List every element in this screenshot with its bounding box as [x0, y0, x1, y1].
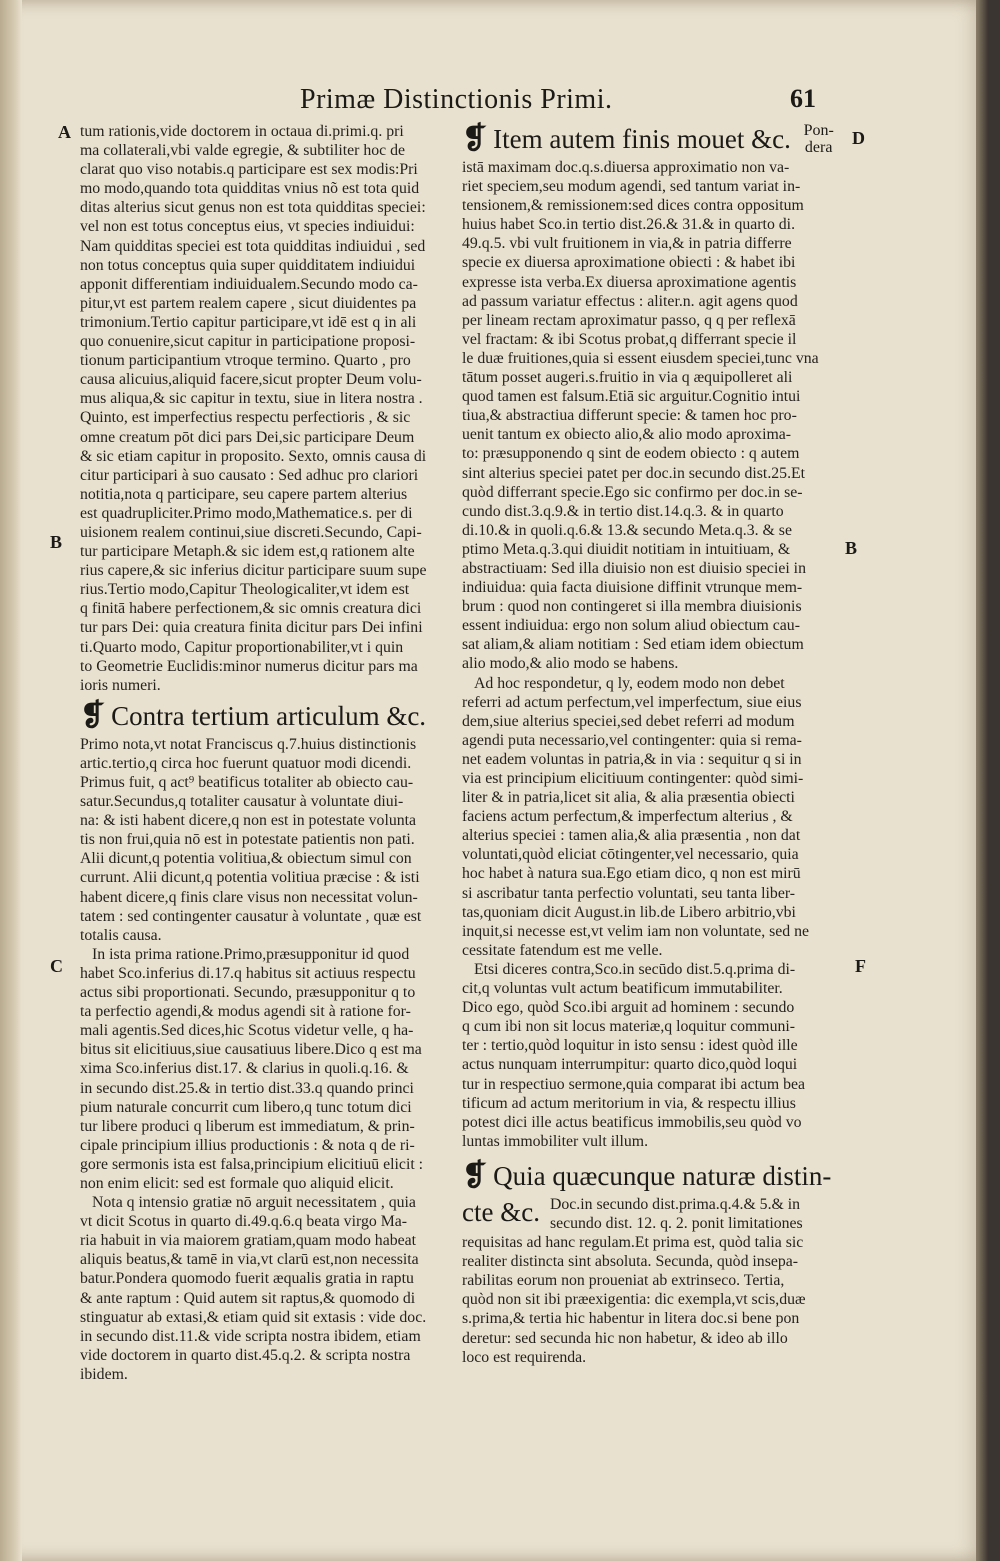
heading-continuation [462, 1195, 842, 1233]
text-line: bitus sit elicitiuus,siue causatiuus libere.Dico q est ma [80, 1041, 422, 1059]
text-line: istā maximam doc.q.s.diuersa approximatio non va- [462, 159, 790, 176]
text-line: quo conuenire,sicut capitur in participatione proposi- [80, 333, 416, 351]
text-line: pitur,vt est partem realem capere , sicut diuidentes pa [80, 294, 417, 312]
text-line: causa alicuius,aliquid facere,sicut propter Deum volu- [80, 371, 422, 389]
text-line: in secundo dist.11.& vide scripta nostra ibidem, etiam [80, 1327, 421, 1345]
text-line: omne creatum pōt dici pars Dei,sic participare Deum [80, 428, 415, 446]
text-line: Ad hoc respondetur, q ly, eodem modo non debet [474, 674, 785, 692]
text-line: potest dici ille actus beatificus immobilis,seu quòd vo [462, 1113, 802, 1131]
text-line: quòd differrant specie.Ego sic confirmo per doc.in se- [462, 483, 803, 501]
margin-letter-f: F [855, 956, 866, 976]
text-line: essent indiuidua: ergo non solum aliud obiectum cau- [462, 617, 800, 635]
text-line: batur.Pondera quomodo fuerit æqualis gratia in raptu [80, 1270, 414, 1288]
page-number: 61 [790, 84, 816, 113]
text-line: tificum ad actum meritorium in via, & respectu illius [462, 1094, 796, 1112]
page-gutter [0, 0, 22, 1561]
text-line: indiuidua: quia facta diuisione diffinit vtrunque mem- [462, 579, 803, 597]
text-line: liter & in patria,licet sit alia, & alia præsentia obiecti [462, 789, 795, 807]
text-line: le duæ fruitiones,quia si essent eiusdem speciei,tunc vna [462, 349, 819, 367]
section-heading [80, 699, 460, 733]
text-line: tur pars Dei: quia creatura finita dicitur pars Dei infini [80, 619, 423, 637]
text-line: ma collaterali,vbi valde egregie, & subtiliter hoc de [80, 142, 406, 160]
text-line: tensionem,& remissionem:sed dices contra oppositum [462, 197, 804, 215]
text-line: dem,siue alterius speciei,sed debet referri ad modum [462, 712, 795, 730]
margin-letter-d: D [852, 128, 865, 148]
text-line: tur participare Metaph.& sic idem est,q rationem alte [80, 543, 415, 561]
paragraph [462, 960, 842, 1151]
text-line: xima Sco.inferius dist.17. & clarius in quoli.q.16. & [80, 1060, 409, 1078]
heading-aside [804, 122, 834, 156]
text-line: vt dicit Scotus in quarto di.49.q.6.q beata virgo Ma- [80, 1213, 408, 1231]
text-line: ad passum variatur effectus : aliter.n. agit agens quod [462, 292, 798, 310]
text-line: stinguatur ab extasi,& etiam quid sit extasis : vide doc. [80, 1308, 427, 1326]
text-line: apponit differentiam indiuidualem.Secundo modo ca- [80, 275, 418, 293]
heading-text: cte &c. [462, 1196, 540, 1227]
paragraph-mark-icon: ❡ [462, 1158, 488, 1192]
text-line: loco est requirenda. [462, 1348, 587, 1366]
text-line: tur in respectiuo sermone,quia comparat ibi actum bea [462, 1075, 806, 1093]
text-line: rius capere,& sic inferius dicitur participare suum supe [80, 562, 427, 580]
text-line: quod tamen est falsum.Etiā sic arguitur.Cognitio intui [462, 388, 801, 406]
text-line: Alii dicunt,q potentia volitiua,& obiectum simul con [80, 850, 412, 868]
text-line: Etsi diceres contra,Sco.in secūdo dist.5.q.prima di- [474, 960, 796, 978]
text-line: mali agentis.Sed dices,hic Scotus videtur velle, q ha- [80, 1022, 414, 1040]
text-line: actus sibi proportionati. Secundo, præsupponitur q to [80, 984, 416, 1002]
text-line: to: præsupponendo q sint de eodem obiecto : q autem [462, 445, 800, 463]
text-line: tum rationis,vide doctorem in octaua di.primi.q. pri [80, 123, 404, 140]
text-line: mus aliqua,& sic capitur in textu, siue in litera nostra . [80, 390, 423, 408]
paragraph [80, 122, 460, 695]
section-heading [462, 122, 842, 156]
paragraph-mark-icon: ❡ [80, 698, 106, 732]
text-line: cit,q voluntas vult actum beatificum immutabiliter. [462, 980, 783, 998]
text-line: brum : quod non contingeret si illa membra diuisionis [462, 598, 802, 616]
text-line: trimonium.Tertio capitur participare,vt idē est q in ali [80, 313, 417, 331]
text-line: faciens actum perfectum,& imperfectum alterius , & [462, 808, 793, 826]
text-line: est quadrupliciter.Primo modo,Mathematice.s. per di [80, 504, 413, 522]
text-line: sint alterius speciei patet per doc.in secundo dist.25.Et [462, 464, 806, 482]
text-line: deretur: sed secunda hic non habetur, & ideo ab illo [462, 1329, 788, 1347]
text-line: uenit tantum ex obiecto alio,& alio modo aproxima- [462, 426, 792, 444]
text-line: inquit,si necesse est,vt velim iam non voluntate, sed ne [462, 922, 810, 940]
text-line: ditas alterius sicut genus non est tota quidditas speciei: [80, 199, 426, 217]
text-line: totalis causa. [80, 926, 162, 944]
running-head: Primæ Distinctionis Primi. [300, 84, 613, 115]
text-line: net eadem voluntas in patria,& in via : sequitur q si in [462, 750, 802, 768]
text-line: Primus fuit, q act⁹ beatificus totaliter ab obiecto cau- [80, 774, 414, 791]
text-line: uisionem realem continui,siue discreti.Secundo, Capi- [80, 523, 422, 541]
text-line: tis non frui,quia nō est in potestate patientis non pati. [80, 831, 415, 849]
text-line: expresse ista verba.Ex diuersa aproximatione agentis [462, 273, 797, 291]
text-line: ter : tertio,quòd loquitur in isto sensu : idest quòd ille [462, 1037, 798, 1055]
text-line: referri ad actum perfectum,vel imperfectum, siue eius [462, 693, 802, 711]
text-line: q cum ibi non sit locus materiæ,q loquitur communi- [462, 1018, 796, 1036]
text-line: voluntati,quòd eliciat cōtingenter,vel necessario, quia [462, 846, 799, 864]
text-line: specie ex diuersa aproximatione obiecti : & habet ibi [462, 254, 796, 272]
paragraph [462, 1233, 842, 1367]
text-line: agendi puta necessario,vel contingenter: quia si rema- [462, 731, 802, 749]
text-line: vel non est totus conceptus eius, vt species indiuidui: [80, 218, 415, 236]
margin-letter-b: B [50, 532, 63, 552]
text-line: tiua,& abstractiua differunt specie: & tamen hoc pro- [462, 407, 797, 425]
right-column [462, 122, 842, 1367]
aside-line: dera [804, 139, 833, 156]
text-line: In ista prima ratione.Primo,præsupponitur id quod [92, 945, 410, 963]
text-line: Primo nota,vt notat Franciscus q.7.huius distinctionis [80, 735, 417, 753]
paragraph [80, 735, 460, 945]
text-line: pium naturale concurrit cum libero,q tunc totum dici [80, 1098, 412, 1116]
text-line: actus nunquam interrumpitur: quarto dico,quòd loqui [462, 1056, 798, 1074]
text-line: tionum participantium vtroque termino. Quarto , pro [80, 352, 411, 370]
left-column [80, 122, 460, 1384]
margin-letter-a: A [58, 122, 71, 142]
text-line: ti.Quarto modo, Capitur proportionabiliter,vt i quin [80, 638, 404, 656]
text-line: notitia,nota q participare, seu capere partem alterius [80, 485, 408, 503]
text-line: Dico ego, quòd Sco.ibi arguit ad hominem : secundo [462, 999, 795, 1017]
text-line: Nota q intensio gratiæ nō arguit necessitatem , quia [92, 1194, 416, 1212]
paragraph [80, 945, 460, 1193]
heading-text: Item autem finis mouet &c. [493, 124, 791, 154]
margin-letter-c: C [50, 956, 63, 976]
text-line: hoc habet à natura sua.Ego etiam dico, q non est mirū [462, 865, 801, 883]
text-line: 49.q.5. vbi vult fruitionem in via,& in patria differre [462, 235, 792, 253]
text-line: satur.Secundus,q totaliter causatur à voluntate diui- [80, 793, 404, 811]
text-line: habet Sco.inferius di.17.q habitus sit actiuus respectu [80, 964, 416, 982]
text-line: ptimo Meta.q.3.qui diuidit notitiam in intuitiuam, & [462, 540, 791, 558]
aside-line: Pon- [803, 122, 834, 139]
text-line: tur libere produci q liberum est immediatum, & prin- [80, 1117, 415, 1135]
text-line: tatem : sed contingenter causatur à voluntate , quæ est [80, 907, 422, 925]
text-line: cipale principium illius productionis : & nota q de ri- [80, 1136, 415, 1154]
text-line: sat aliam,& aliam notitiam : Sed etiam idem obiectum [462, 636, 804, 654]
paragraph [80, 1193, 460, 1384]
text-line: & sic etiam capitur in proposito. Sexto, omnis causa di [80, 447, 427, 465]
text-line: gore sermonis ista est falsa,principium elicitiuū elicit : [80, 1155, 424, 1173]
text-line: alterius speciei : tamen alia,& alia præsentia , non dat [462, 827, 801, 845]
heading-aside [550, 1195, 803, 1233]
text-line: tas,quoniam dicit August.in lib.de Libero arbitrio,vbi [462, 903, 796, 921]
text-line: realiter distincta sint absoluta. Secunda, quòd insepa- [462, 1253, 799, 1271]
text-line: s.prima,& tertia hic habentur in litera doc.si bene pon [462, 1310, 800, 1328]
text-line: via est principium elicitiuum contingenter: quòd simi- [462, 770, 804, 787]
text-line: mo modo,quando tota quidditas vnius nõ est tota quid [80, 180, 420, 198]
paragraph-mark-icon: ❡ [462, 122, 488, 155]
text-line: habent dicere,q finis clare visus non necessitat volun- [80, 888, 418, 906]
text-line: in secundo dist.25.& in tertio dist.33.q quando princi [80, 1079, 414, 1097]
text-line: vide doctorem in quarto dist.45.q.2. & scripta nostra [80, 1346, 411, 1364]
text-line: riet speciem,seu modum agendi, sed tantum variat in- [462, 178, 801, 196]
text-line: cessitate fatendum est me velle. [462, 941, 663, 959]
text-line: currunt. Alii dicunt,q potentia volitiua præcise : & isti [80, 869, 420, 887]
text-line: abstractiuam: Sed illa diuisio non est diuisio speciei in [462, 559, 806, 577]
text-line: q finitā habere perfectionem,& sic omnis creatura dici [80, 600, 422, 618]
paragraph [462, 674, 842, 960]
text-line: citur participari à suo causato : Sed adhuc pro clariori [80, 466, 419, 484]
text-line: ria habuit in via maiorem gratiam,quam modo habeat [80, 1232, 417, 1250]
text-line: & ante raptum : Quid autem sit raptus,& quomodo di [80, 1289, 416, 1307]
margin-letter-e: B [845, 538, 858, 558]
text-line: to Geometrie Euclidis:minor numerus dicitur pars ma [80, 657, 418, 675]
book-edge [976, 0, 988, 1561]
text-line: Quinto, est imperfectius respectu perfectioris , & sic [80, 409, 411, 427]
text-line: luntas immobiliter vult illum. [462, 1132, 649, 1150]
paragraph [462, 158, 842, 674]
text-line: huius habet Sco.in tertio dist.26.& 31.& in quarto di. [462, 216, 796, 234]
text-line: tātum posset augeri.s.fruitio in via q æquipolleret ali [462, 369, 793, 387]
aside-line: Doc.in secundo dist.prima.q.4.& 5.& in [549, 1195, 801, 1213]
text-line: si ascribatur tanta perfectio voluntati, seu tanta liber- [462, 884, 796, 902]
text-line: cundo dist.3.q.9.& in tertio dist.14.q.3. & in quarto [462, 502, 784, 520]
text-line: per lineam rectam aproximatur passo, q q per reflexā [462, 311, 796, 329]
text-line: ioris numeri. [80, 676, 161, 694]
text-line: rius.Tertio modo,Capitur Theologicaliter,vt idem est [80, 581, 410, 599]
text-line: ta perfectio agendi,& modus agendi sit à ratione for- [80, 1003, 411, 1021]
text-line: clarat quo viso notabis.q participare est sex modis:Pri [80, 161, 418, 179]
text-line: quòd non sit ibi præexigentia: dic exempla,vt scis,duæ [462, 1291, 806, 1309]
text-line: rabilitas eorum non proueniat ab extrinseco. Tertia, [462, 1272, 785, 1290]
section-heading [462, 1159, 842, 1193]
text-line: requisitas ad hanc regulam.Et prima est, quòd talia sic [462, 1234, 804, 1252]
text-line: di.10.& in quoli.q.6.& 13.& secundo Meta.q.3. & se [462, 521, 792, 539]
text-line: non totus conceptus quia super quidditatem indiuidui [80, 256, 416, 274]
text-line: non enim elicit: sed est formale quo aliquid elicit. [80, 1174, 394, 1192]
text-line: ibidem. [80, 1365, 128, 1383]
text-line: vel fractam: & ibi Scotus probat,q differrant specie il [462, 330, 797, 348]
text-line: Nam quidditas speciei est tota quidditas indiuidui , sed [80, 237, 426, 255]
text-line: aliquis beatus,& tamē in via,vt clarū est,non necessita [80, 1251, 419, 1269]
text-line: alio modo,& alio modo se habens. [462, 655, 679, 673]
aside-line: secundo dist. 12. q. 2. ponit limitationes [549, 1214, 803, 1232]
text-line: na: & isti habent dicere,q non est in potestate volunta [80, 812, 417, 830]
text-line: artic.tertio,q circa hoc fuerunt quatuor modi dicendi. [80, 754, 412, 772]
heading-text: Quia quæcunque naturæ distin- [493, 1160, 832, 1191]
heading-text: Contra tertium articulum &c. [111, 700, 427, 731]
